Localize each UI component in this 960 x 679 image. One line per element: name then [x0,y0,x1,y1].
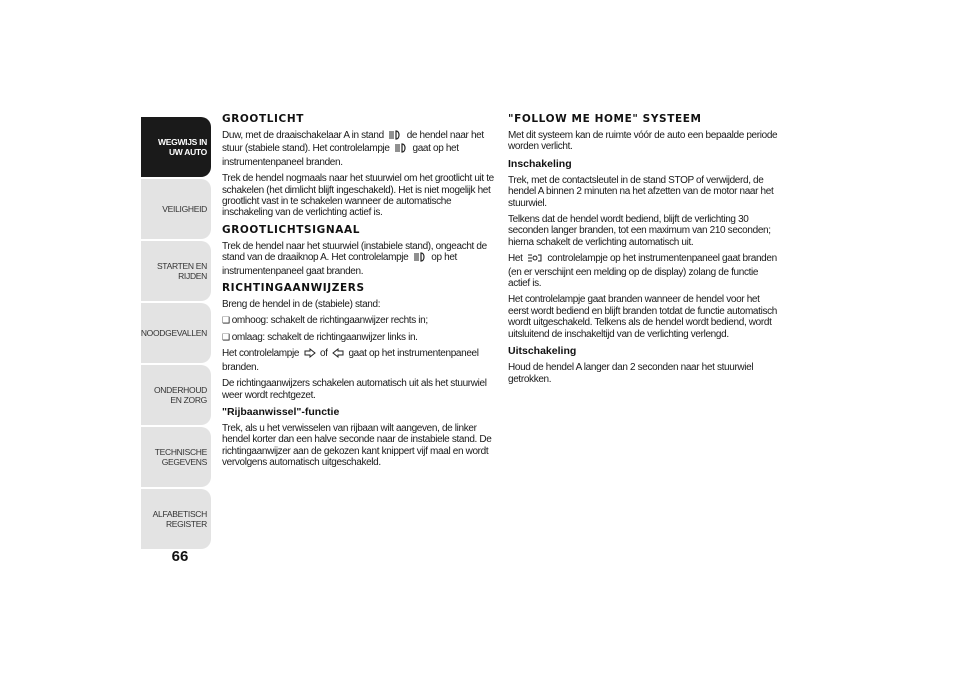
high-beam-icon [413,252,427,265]
paragraph: Het controlelampje of gaat op het instrumentenpaneel branden. [222,348,479,373]
tab-starten-en-rijden[interactable]: STARTEN EN RIJDEN [141,241,211,301]
tab-veiligheid[interactable]: VEILIGHEID [141,179,211,239]
heading-rijbaanwissel: "Rijbaanwissel"-functie [222,405,340,418]
heading-uitschakeling: Uitschakeling [508,345,577,358]
paragraph: Telkens dat de hendel wordt bediend, blijft de verlichting 30 seconden langer branden, tot een maximum van 210 seconden; hierna schakelt de verlichting automatisch uit. [508,214,771,248]
right-column [508,113,780,390]
tab-technische-gegevens[interactable]: TECHNISCHE GEGEVENS [141,427,211,487]
turn-right-icon [304,348,316,361]
paragraph: Trek de hendel naar het stuurwiel (instabiele stand), ongeacht de stand van de draaiknop A. Het controlelampje op het instrumentenpaneel gaat branden. [222,240,487,277]
paragraph: Trek, als u het verwisselen van rijbaan wilt aangeven, de linker hendel korter dan een halve seconde naar de instabiele stand. De richtingaanwijzer aan de gekozen kant knippert vijf maal en wordt vervolgens automatisch uitgeschakeld. [222,422,492,469]
heading-follow-me-home: "FOLLOW ME HOME" SYSTEEM [508,113,702,125]
list-item: ❑ omhoog: schakelt de richtingaanwijzer rechts in; [222,315,494,326]
heading-grootlicht: GROOTLICHT [222,113,304,125]
follow-me-home-icon [527,253,543,266]
tab-alfabetisch-register[interactable]: ALFABETISCH REGISTER [141,489,211,549]
turn-left-icon [332,348,344,361]
tab-noodgevallen[interactable]: NOODGEVALLEN [141,303,211,363]
list-item: ❑ omlaag: schakelt de richtingaanwijzer links in. [222,332,494,343]
tab-wegwijs-in-uw-auto[interactable]: WEGWIJS IN UW AUTO [141,117,211,177]
paragraph: Duw, met de draaischakelaar A in stand de hendel naar het stuur (stabiele stand). Het controlelampje gaat op het instrumentenpaneel branden. [222,130,484,168]
heading-grootlichtsignaal: GROOTLICHTSIGNAAL [222,223,360,236]
paragraph: Houd de hendel A langer dan 2 seconden naar het stuurwiel getrokken. [508,362,754,385]
tab-onderhoud-en-zorg[interactable]: ONDERHOUD EN ZORG [141,365,211,425]
paragraph: Het controlelampje op het instrumentenpaneel gaat branden (en er verschijnt een melding op de display) zolang de functie actief is. [508,253,777,290]
heading-richtingaanwijzers: RICHTINGAANWIJZERS [222,282,365,295]
high-beam-icon [394,143,408,156]
page-number: 66 [171,548,189,565]
paragraph: Trek de hendel nogmaals naar het stuurwiel om het grootlicht uit te schakelen (het dimlicht blijft ingeschakeld). Het is niet mogelijk het grootlicht vast in te schakelen wanneer de automatische inschakeling van de verlichting actief is. [222,173,494,219]
paragraph: Met dit systeem kan de ruimte vóór de auto een bepaalde periode worden verlicht. [508,130,778,153]
paragraph: De richtingaanwijzers schakelen automatisch uit als het stuurwiel weer wordt rechtgezet. [222,378,487,401]
left-column [222,113,494,474]
paragraph: Het controlelampje gaat branden wanneer de hendel voor het eerst wordt bediend en blijft branden totdat de functie automatisch wordt uitgeschakeld. Telkens als de hendel wordt bediend, wordt uitsluitend de inschakeltijd van de verlichting verlengd. [508,294,777,340]
paragraph: Breng de hendel in de (stabiele) stand: [222,299,381,311]
heading-inschakeling: Inschakeling [508,157,572,170]
paragraph: Trek, met de contactsleutel in de stand STOP of verwijderd, de hendel A binnen 2 minuten na het afzetten van de motor naar het stuurwiel. [508,174,774,209]
high-beam-icon [388,130,402,143]
